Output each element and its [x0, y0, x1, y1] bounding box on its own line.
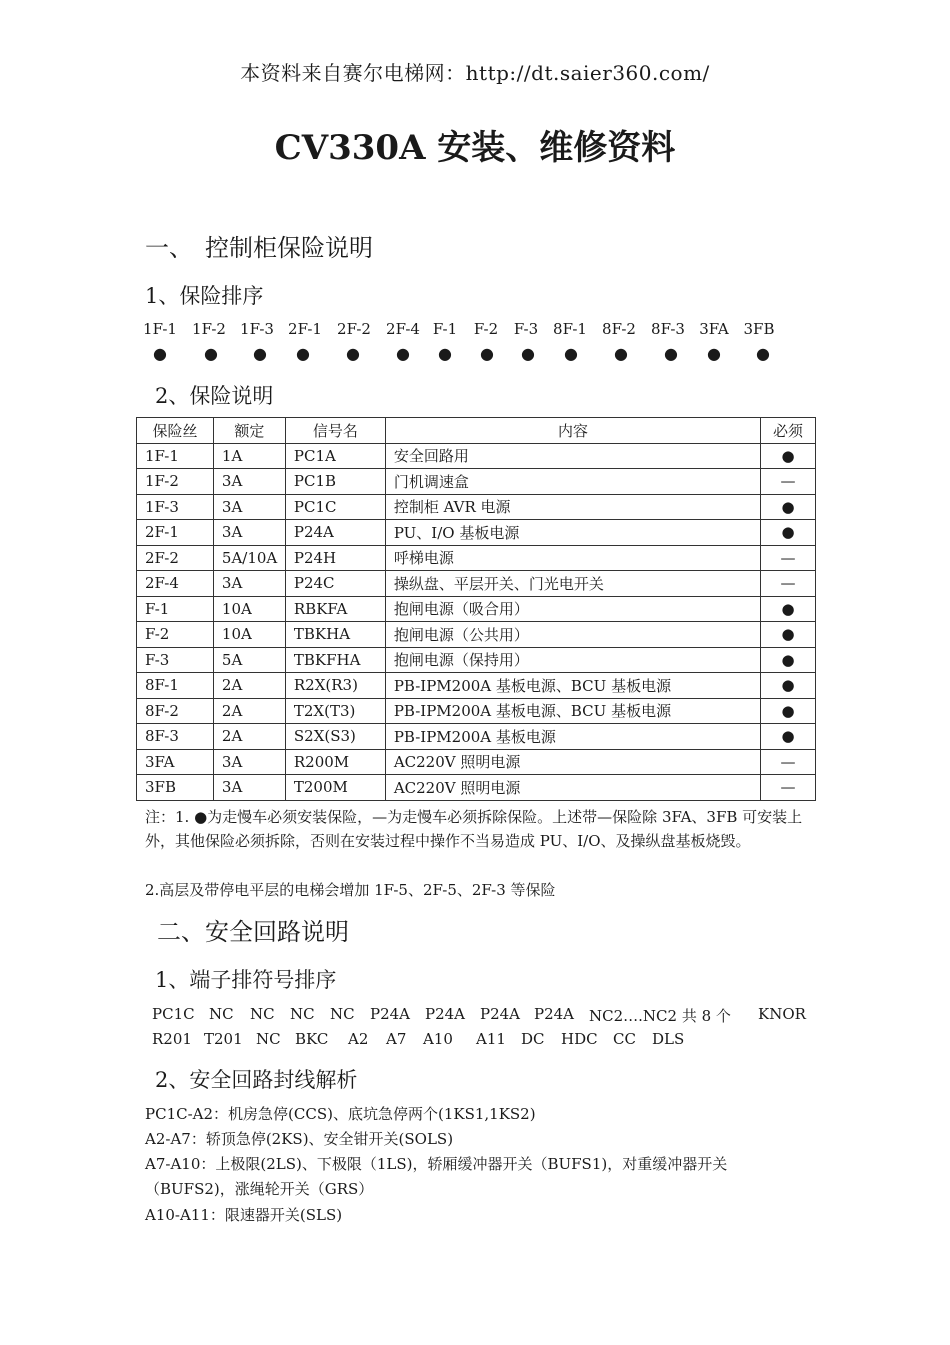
- table-cell: 抱闸电源（公共用）: [385, 622, 760, 648]
- column-header: 必须: [761, 418, 816, 444]
- table-cell: PB-IPM200A 基板电源、BCU 基板电源: [385, 673, 760, 699]
- table-cell: 1F-2: [137, 469, 214, 495]
- table-cell: 3A: [213, 494, 285, 520]
- table-cell: 3FB: [137, 775, 214, 801]
- table-cell: 1A: [213, 443, 285, 469]
- table-cell: 2F-4: [137, 571, 214, 597]
- fuse-order-label: F-3: [513, 320, 539, 338]
- terminal-label: P24A: [425, 1005, 466, 1023]
- terminal-label: PC1C: [152, 1005, 195, 1023]
- table-cell: T200M: [285, 775, 385, 801]
- terminal-label: NC: [250, 1005, 275, 1023]
- table-cell: 1F-3: [137, 494, 214, 520]
- terminal-label: DC: [521, 1030, 545, 1048]
- table-cell: AC220V 照明电源: [385, 749, 760, 775]
- fuse-order-label: 2F-2: [337, 320, 371, 338]
- fuse-dot: ●: [253, 344, 267, 363]
- table-cell: 8F-2: [137, 698, 214, 724]
- terminal-label: T201: [204, 1030, 243, 1048]
- table-row: [137, 647, 816, 673]
- table-cell: ●: [761, 494, 816, 520]
- fuse-dot: ●: [438, 344, 452, 363]
- column-header: 保险丝: [137, 418, 214, 444]
- table-cell: PC1B: [285, 469, 385, 495]
- table-row: [137, 622, 816, 648]
- table-cell: ●: [761, 520, 816, 546]
- table-cell: 3A: [213, 749, 285, 775]
- table-cell: PB-IPM200A 基板电源: [385, 724, 760, 750]
- table-cell: —: [761, 571, 816, 597]
- table-cell: PC1C: [285, 494, 385, 520]
- table-cell: 控制柜 AVR 电源: [385, 494, 760, 520]
- fuse-dot: ●: [756, 344, 770, 363]
- table-cell: S2X(S3): [285, 724, 385, 750]
- table-cell: F-2: [137, 622, 214, 648]
- terminal-label: A7: [386, 1030, 407, 1048]
- table-cell: 操纵盘、平层开关、门光电开关: [385, 571, 760, 597]
- terminal-label: KNOR: [758, 1005, 806, 1023]
- table-row: [137, 545, 816, 571]
- table-cell: 10A: [213, 596, 285, 622]
- circuit-line: A7-A10：上极限(2LS)、下极限（1LS)，轿厢缓冲器开关（BUFS1)，对重缓冲器开关（BUFS2)，涨绳轮开关（GRS）: [145, 1155, 728, 1198]
- table-row: [137, 469, 816, 495]
- table-cell: 3A: [213, 775, 285, 801]
- table-cell: —: [761, 775, 816, 801]
- table-cell: 3A: [213, 469, 285, 495]
- fuse-dot: ●: [521, 344, 535, 363]
- fuse-dot: ●: [480, 344, 494, 363]
- table-cell: ●: [761, 724, 816, 750]
- table-cell: PC1A: [285, 443, 385, 469]
- table-cell: ●: [761, 622, 816, 648]
- fuse-order-label: 3FB: [743, 320, 775, 338]
- table-cell: 1F-1: [137, 443, 214, 469]
- column-header: 内容: [385, 418, 760, 444]
- table-cell: 2A: [213, 673, 285, 699]
- table-cell: 安全回路用: [385, 443, 760, 469]
- fuse-order-label: 8F-1: [553, 320, 587, 338]
- table-cell: P24A: [285, 520, 385, 546]
- fuse-order-label: F-1: [432, 320, 458, 338]
- table-cell: 呼梯电源: [385, 545, 760, 571]
- fuse-table: [136, 417, 816, 801]
- terminal-label: NC2….NC2 共 8 个: [589, 1007, 731, 1025]
- terminal-label: A10: [423, 1030, 453, 1048]
- section2-heading: 二、安全回路说明: [157, 918, 349, 946]
- table-cell: ●: [761, 698, 816, 724]
- terminal-label: NC: [290, 1005, 315, 1023]
- fuse-dot: ●: [153, 344, 167, 363]
- section1-sub1-heading: 1、保险排序: [145, 284, 264, 308]
- table-row: [137, 724, 816, 750]
- table-row: [137, 571, 816, 597]
- terminal-label: NC: [256, 1030, 281, 1048]
- circuit-line: A10-A11：限速器开关(SLS): [145, 1206, 343, 1224]
- terminal-label: R201: [152, 1030, 192, 1048]
- table-cell: T2X(T3): [285, 698, 385, 724]
- terminal-label: P24A: [370, 1005, 411, 1023]
- terminal-label: DLS: [652, 1030, 685, 1048]
- fuse-order-label: 8F-3: [651, 320, 685, 338]
- section2-sub2-heading: 2、安全回路封线解析: [155, 1068, 358, 1092]
- table-cell: 2F-2: [137, 545, 214, 571]
- table-row: [137, 443, 816, 469]
- table-cell: 门机调速盒: [385, 469, 760, 495]
- table-cell: ●: [761, 596, 816, 622]
- table-row: [137, 494, 816, 520]
- table-cell: 10A: [213, 622, 285, 648]
- terminal-label: NC: [209, 1005, 234, 1023]
- table-cell: 3A: [213, 571, 285, 597]
- table-cell: 2A: [213, 698, 285, 724]
- fuse-dot: ●: [296, 344, 310, 363]
- table-cell: 8F-1: [137, 673, 214, 699]
- table-row: [137, 596, 816, 622]
- fuse-order-label: 1F-3: [240, 320, 274, 338]
- table-cell: P24C: [285, 571, 385, 597]
- table-cell: 5A/10A: [213, 545, 285, 571]
- table-cell: 5A: [213, 647, 285, 673]
- table-cell: 2A: [213, 724, 285, 750]
- terminal-label: A2: [348, 1030, 369, 1048]
- table-cell: 抱闸电源（保持用）: [385, 647, 760, 673]
- table-cell: F-1: [137, 596, 214, 622]
- terminal-label: NC: [330, 1005, 355, 1023]
- terminal-label: P24A: [534, 1005, 575, 1023]
- table-row: [137, 698, 816, 724]
- table-cell: PU、I/O 基板电源: [385, 520, 760, 546]
- source-line: 本资料来自赛尔电梯网：http://dt.saier360.com/: [240, 61, 710, 85]
- fuse-dot: ●: [396, 344, 410, 363]
- fuse-dot: ●: [204, 344, 218, 363]
- table-cell: RBKFA: [285, 596, 385, 622]
- terminal-label: P24A: [480, 1005, 521, 1023]
- section2-sub1-heading: 1、端子排符号排序: [155, 968, 337, 992]
- table-cell: —: [761, 469, 816, 495]
- table-row: [137, 520, 816, 546]
- table-cell: 3A: [213, 520, 285, 546]
- fuse-order-label: 2F-4: [386, 320, 420, 338]
- table-cell: P24H: [285, 545, 385, 571]
- fuse-order-label: 8F-2: [602, 320, 636, 338]
- table-row: [137, 749, 816, 775]
- table-cell: F-3: [137, 647, 214, 673]
- note-2: 2.高层及带停电平层的电梯会增加 1F-5、2F-5、2F-3 等保险: [145, 881, 556, 899]
- fuse-dot: ●: [614, 344, 628, 363]
- fuse-order-row: [145, 320, 785, 368]
- table-cell: —: [761, 749, 816, 775]
- circuit-line: A2-A7：轿顶急停(2KS)、安全钳开关(SOLS): [145, 1130, 454, 1148]
- table-cell: 抱闸电源（吸合用）: [385, 596, 760, 622]
- circuit-line: PC1C-A2：机房急停(CCS)、底坑急停两个(1KS1,1KS2): [145, 1105, 536, 1123]
- table-cell: 2F-1: [137, 520, 214, 546]
- section1-sub2-heading: 2、保险说明: [155, 384, 274, 408]
- fuse-dot: ●: [346, 344, 360, 363]
- table-cell: —: [761, 545, 816, 571]
- table-cell: TBKHA: [285, 622, 385, 648]
- column-header: 信号名: [285, 418, 385, 444]
- terminal-label: CC: [613, 1030, 636, 1048]
- note-1: 注：1. ●为走慢车必须安装保险，—为走慢车必须拆除保险。上述带—保险除 3FA、3FB 可安装上外，其他保险必须拆除，否则在安装过程中操作不当易造成 PU、I/O、及操纵盘基板烧毁。: [145, 808, 803, 850]
- fuse-dot: ●: [664, 344, 678, 363]
- table-cell: PB-IPM200A 基板电源、BCU 基板电源: [385, 698, 760, 724]
- table-cell: ●: [761, 647, 816, 673]
- terminal-label: A11: [476, 1030, 506, 1048]
- table-row: [137, 673, 816, 699]
- table-cell: TBKFHA: [285, 647, 385, 673]
- table-cell: R2X(R3): [285, 673, 385, 699]
- section1-heading: 一、 控制柜保险说明: [145, 234, 373, 262]
- fuse-order-label: 1F-2: [192, 320, 226, 338]
- table-header-row: [137, 418, 816, 444]
- page-title: CV330A 安装、维修资料: [274, 128, 676, 168]
- table-cell: 8F-3: [137, 724, 214, 750]
- table-row: [137, 775, 816, 801]
- table-cell: ●: [761, 673, 816, 699]
- table-cell: R200M: [285, 749, 385, 775]
- fuse-order-label: 1F-1: [143, 320, 177, 338]
- table-cell: AC220V 照明电源: [385, 775, 760, 801]
- fuse-order-label: 3FA: [699, 320, 729, 338]
- fuse-order-label: 2F-1: [288, 320, 322, 338]
- fuse-dot: ●: [707, 344, 721, 363]
- fuse-order-label: F-2: [473, 320, 499, 338]
- terminal-label: HDC: [561, 1030, 598, 1048]
- table-cell: ●: [761, 443, 816, 469]
- column-header: 额定: [213, 418, 285, 444]
- terminal-label: BKC: [295, 1030, 329, 1048]
- fuse-dot: ●: [564, 344, 578, 363]
- table-cell: 3FA: [137, 749, 214, 775]
